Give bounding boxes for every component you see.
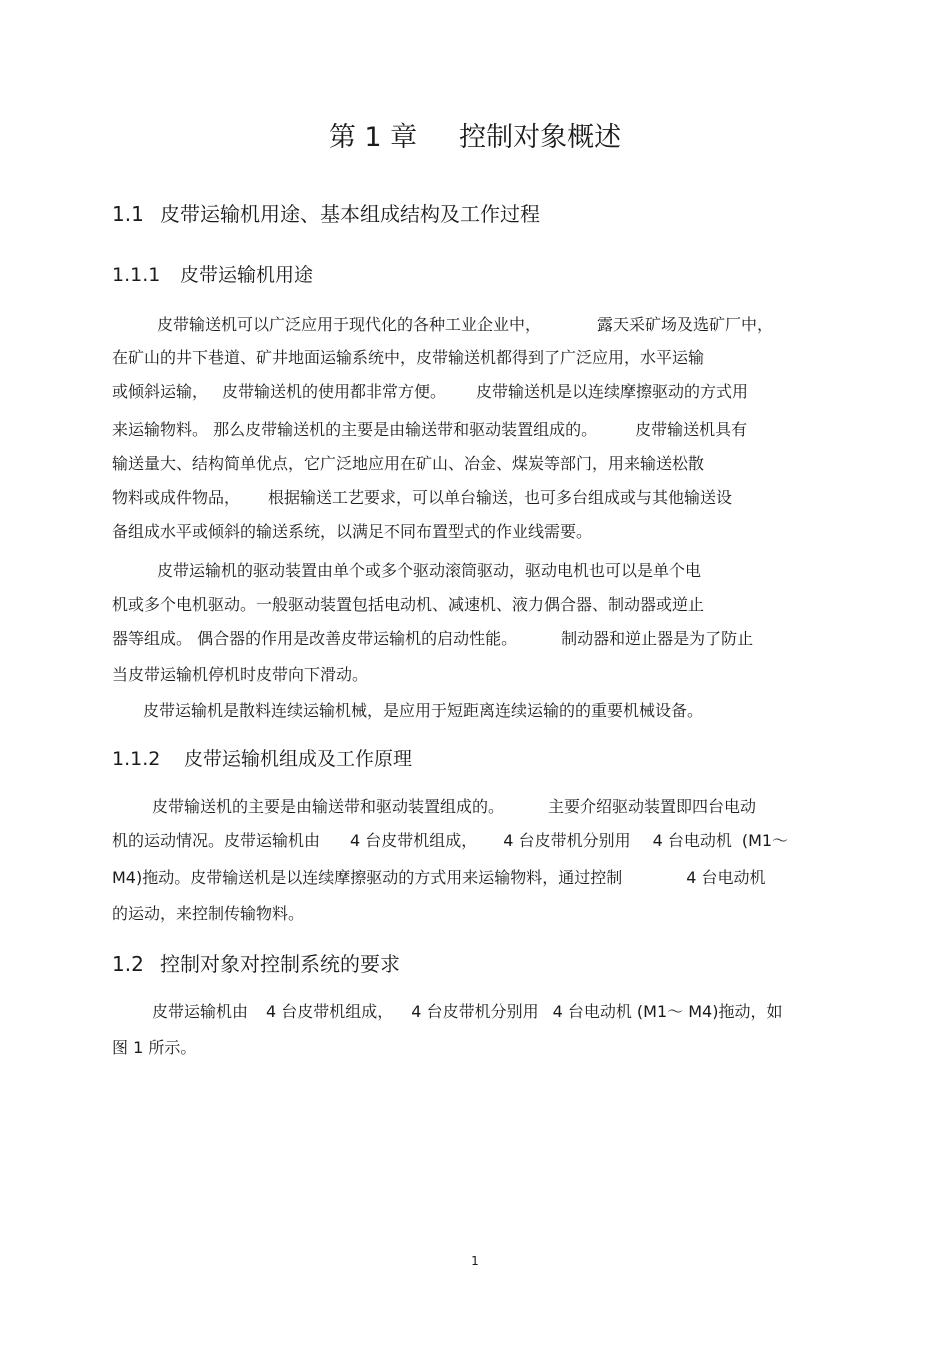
section-number: 1.1.2 [112,748,161,770]
text-line: 当皮带运输机停机时皮带向下滑动。 [112,665,369,684]
text-line: 来运输物料。 那么皮带输送机的主要是由输送带和驱动装置组成的。 皮带输送机具有 [112,420,748,439]
text-line: 器等组成。 偶合器的作用是改善皮带运输机的启动性能。 制动器和逆止器是为了防止 [112,629,754,648]
text-line: 皮带输送机的主要是由输送带和驱动装置组成的。 主要介绍驱动装置即四台电动 [152,797,757,816]
page-number: 1 [471,1254,479,1268]
text-line: 图 1 所示。 [112,1038,197,1057]
chapter-label: 第 1 章 [328,122,418,153]
text-line: 皮带运输机的驱动装置由单个或多个驱动滚筒驱动，驱动电机也可以是单个电 [157,561,702,580]
text-line: 皮带运输机由 4 台皮带机组成， 4 台皮带机分别用 4 台电动机 (M1～ M4)拖动，如 [152,1002,783,1021]
text-line: 皮带输送机可以广泛应用于现代化的各种工业企业中， 露天采矿场及选矿厂中， [157,315,774,334]
section-number: 1.1 [112,202,144,226]
text-line: 机的运动情况。皮带运输机由 4 台皮带机组成， 4 台皮带机分别用 4 台电动机 (M1～ [112,831,789,850]
text-line: 输送量大、结构简单优点，它广泛地应用在矿山、冶金、煤炭等部门，用来输送松散 [112,454,705,473]
section-1-1-1-heading [112,261,313,289]
section-number: 1.2 [112,952,144,976]
chapter-heading [0,118,950,158]
text-line: M4)拖动。皮带输送机是以连续摩擦驱动的方式用来运输物料，通过控制 4 台电动机 [112,868,766,887]
text-line: 机或多个电机驱动。一般驱动装置包括电动机、减速机、液力偶合器、制动器或逆止 [112,595,705,614]
section-1-1-2-heading [112,745,412,773]
text-line: 的运动，来控制传输物料。 [112,904,305,923]
paragraph-3: 皮带运输机是散料连续运输机械，是应用于短距离连续运输的的重要机械设备。 [143,701,704,720]
chapter-title: 控制对象概述 [459,122,622,153]
section-1-2-heading [112,949,400,979]
text-line: 或倾斜运输， 皮带输送机的使用都非常方便。 皮带输送机是以连续摩擦驱动的方式用 [112,382,749,401]
text-line: 在矿山的井下巷道、矿井地面运输系统中，皮带输送机都得到了广泛应用，水平运输 [112,348,705,367]
section-number: 1.1.1 [112,264,161,286]
text-line: 物料或成件物品， 根据输送工艺要求，可以单台输送，也可多台组成或与其他输送设 [112,488,733,507]
section-1-1-heading [112,199,540,229]
section-title: 皮带运输机用途、基本组成结构及工作过程 [160,202,540,226]
text-line: 备组成水平或倾斜的输送系统，以满足不同布置型式的作业线需要。 [112,522,593,541]
section-title: 控制对象对控制系统的要求 [160,952,400,976]
section-title: 皮带运输机用途 [180,264,314,286]
section-title: 皮带运输机组成及工作原理 [184,748,413,770]
